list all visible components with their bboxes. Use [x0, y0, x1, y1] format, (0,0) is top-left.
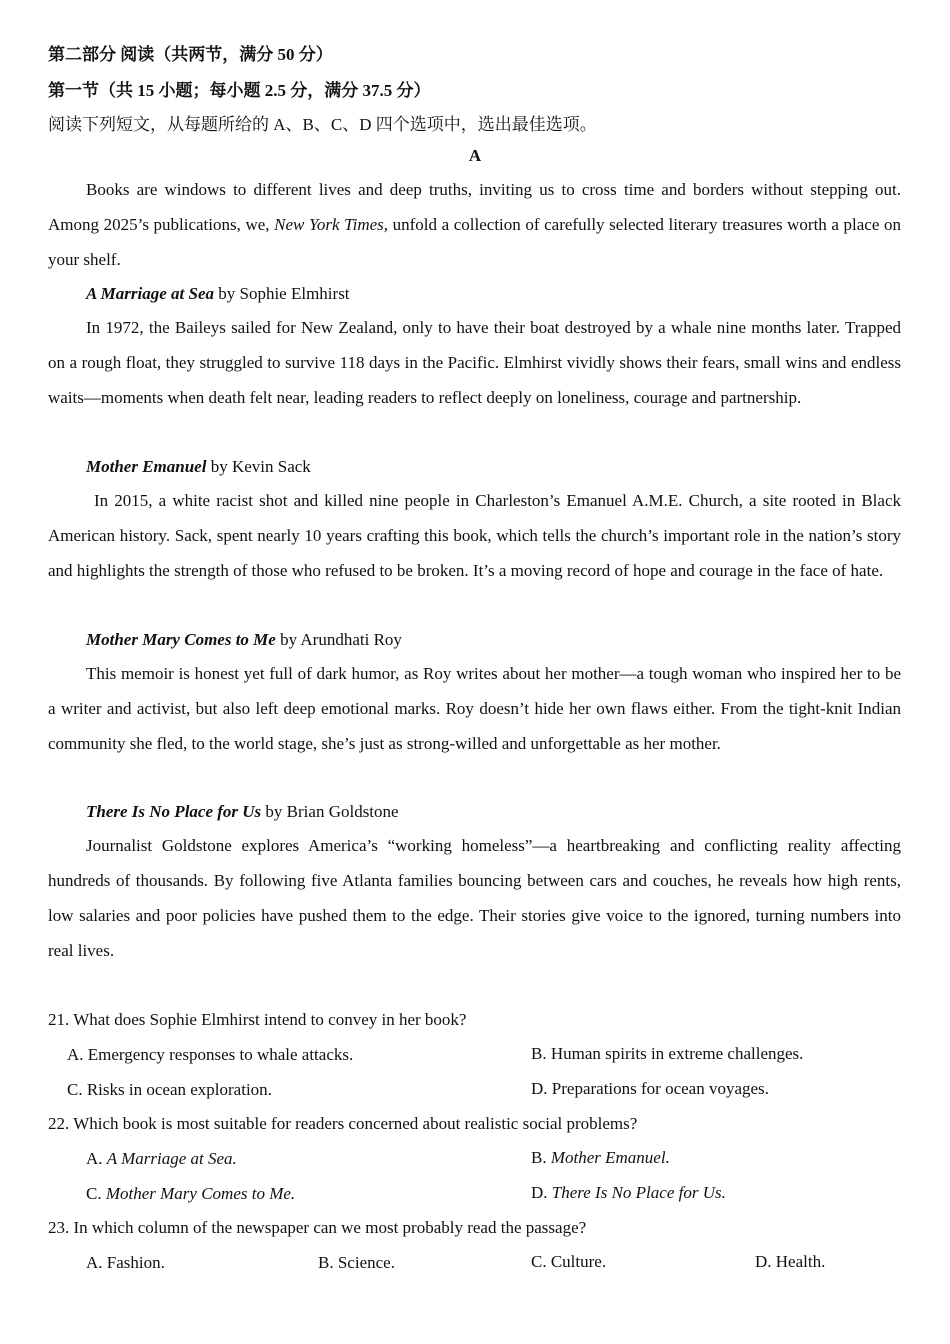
section-heading: 第一节（共 15 小题；每小题 2.5 分，满分 37.5 分） — [48, 81, 431, 100]
part-heading: 第二部分 阅读（共两节，满分 50 分） — [48, 45, 333, 64]
question-23-stem: 23. In which column of the newspaper can we most probably read the passage? — [48, 1218, 587, 1237]
passage-label: A — [468, 146, 482, 165]
book-title-2: Mother Emanuel by Kevin Sack — [86, 457, 311, 476]
q22-option-d[interactable]: D. There Is No Place for Us. — [531, 1183, 726, 1202]
question-22-stem: 22. Which book is most suitable for readers concerned about realistic social problems? — [48, 1114, 638, 1133]
passage-intro: Books are windows to different lives and deep truths, inviting us to cross time and borders without stepping out. Among 2025’s publications, we, New York Times, unfold a collection of carefully selected literary treasures worth a place on your shelf. — [48, 180, 901, 269]
q23-option-a[interactable]: A. Fashion. — [86, 1253, 165, 1272]
q21-option-a[interactable]: A. Emergency responses to whale attacks. — [67, 1045, 354, 1064]
q21-option-b[interactable]: B. Human spirits in extreme challenges. — [531, 1044, 804, 1063]
question-21-stem: 21. What does Sophie Elmhirst intend to convey in her book? — [48, 1010, 467, 1029]
book-title-3: Mother Mary Comes to Me by Arundhati Roy — [86, 630, 402, 649]
q22-option-b[interactable]: B. Mother Emanuel. — [531, 1148, 670, 1167]
book-title-1: A Marriage at Sea by Sophie Elmhirst — [86, 284, 350, 303]
book-review-4: Journalist Goldstone explores America’s “working homeless”—a heartbreaking and conflicting reality affecting hundreds of thousands. By following five Atlanta families bouncing between cars and couches, he reveals how high rents, low salaries and poor policies have pushed them to the edge. Their stories give voice to the ignored, turning numbers into real lives. — [48, 836, 901, 960]
q23-option-b[interactable]: B. Science. — [318, 1253, 395, 1272]
book-review-2: In 2015, a white racist shot and killed nine people in Charleston’s Emanuel A.M.E. Church, a site rooted in Black American history. Sack, spent nearly 10 years crafting this book, which tells the church’s important role in the nation’s story and highlights the strength of those who refused to be broken. It’s a moving record of hope and courage in the face of hate. — [48, 491, 901, 580]
q21-option-d[interactable]: D. Preparations for ocean voyages. — [531, 1079, 769, 1098]
instruction-text: 阅读下列短文，从每题所给的 A、B、C、D 四个选项中，选出最佳选项。 — [48, 115, 597, 134]
q22-option-c[interactable]: C. Mother Mary Comes to Me. — [86, 1184, 296, 1203]
book-review-1: In 1972, the Baileys sailed for New Zealand, only to have their boat destroyed by a whale nine months later. Trapped on a rough float, they struggled to survive 118 days in the Pacific. Elmhirst vividly shows their fears, small wins and endless waits—moments when death felt near, leading readers to reflect deeply on loneliness, courage and partnership. — [48, 318, 901, 407]
q22-option-a[interactable]: A. A Marriage at Sea. — [86, 1149, 237, 1168]
q23-option-d[interactable]: D. Health. — [755, 1252, 826, 1271]
book-title-4: There Is No Place for Us by Brian Goldstone — [86, 802, 399, 821]
q21-option-c[interactable]: C. Risks in ocean exploration. — [67, 1080, 272, 1099]
q23-option-c[interactable]: C. Culture. — [531, 1252, 607, 1271]
book-review-3: This memoir is honest yet full of dark humor, as Roy writes about her mother—a tough woman who inspired her to be a writer and activist, but also left deep emotional marks. Roy doesn’t hide her own flaws either. From the tight-knit Indian community she fled, to the world stage, she’s just as strong-willed and unforgettable as her mother. — [48, 664, 901, 753]
